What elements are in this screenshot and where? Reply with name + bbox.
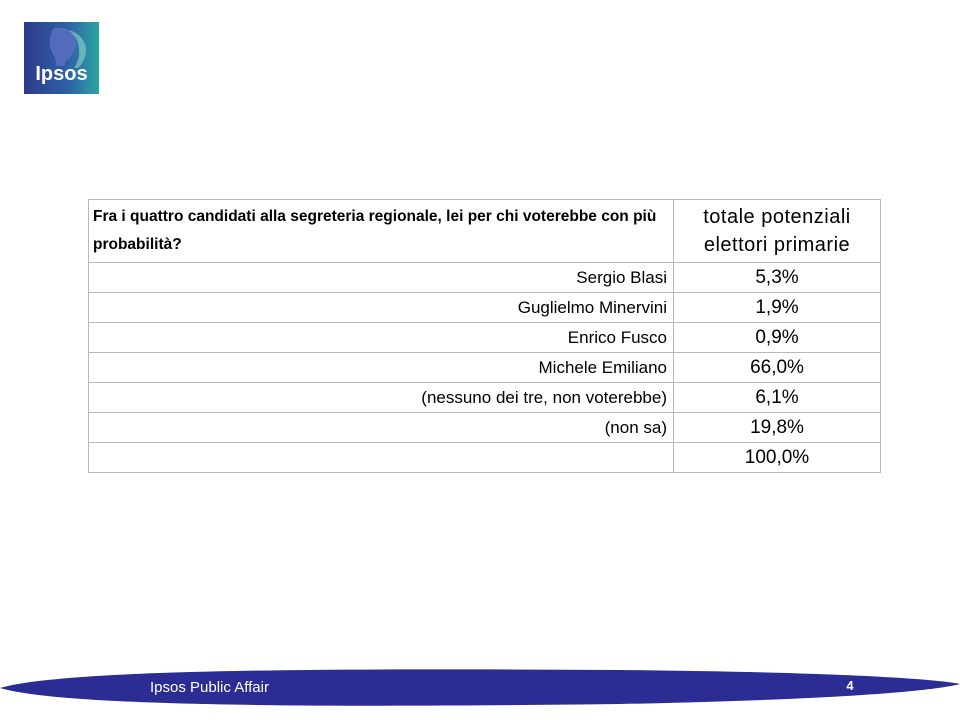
row-value: 0,9% [674, 323, 881, 353]
ipsos-logo [24, 22, 99, 94]
table-row [89, 413, 881, 443]
table-row [89, 383, 881, 413]
row-label: Enrico Fusco [89, 323, 674, 353]
logo-text: Ipsos [35, 63, 88, 85]
question-cell: Fra i quattro candidati alla segreteria regionale, lei per chi voterebbe con più probabilità? [89, 200, 674, 263]
table-row [89, 353, 881, 383]
table-header-row [89, 200, 881, 263]
row-value: 6,1% [674, 383, 881, 413]
row-label: (nessuno dei tre, non voterebbe) [89, 383, 674, 413]
total-row [89, 443, 881, 473]
table-row [89, 293, 881, 323]
row-value: 1,9% [674, 293, 881, 323]
page-number: 4 [846, 678, 854, 693]
total-value: 100,0% [674, 443, 881, 473]
row-value: 66,0% [674, 353, 881, 383]
footer-text: Ipsos Public Affair [150, 679, 269, 696]
footer-band [0, 668, 960, 708]
row-label: Sergio Blasi [89, 263, 674, 293]
survey-table [88, 199, 881, 473]
row-value: 5,3% [674, 263, 881, 293]
row-label: Guglielmo Minervini [89, 293, 674, 323]
column-header: totale potenziali elettori primarie [674, 200, 881, 263]
table-row [89, 263, 881, 293]
table-row [89, 323, 881, 353]
row-value: 19,8% [674, 413, 881, 443]
row-label: (non sa) [89, 413, 674, 443]
row-label: Michele Emiliano [89, 353, 674, 383]
row-label [89, 443, 674, 473]
